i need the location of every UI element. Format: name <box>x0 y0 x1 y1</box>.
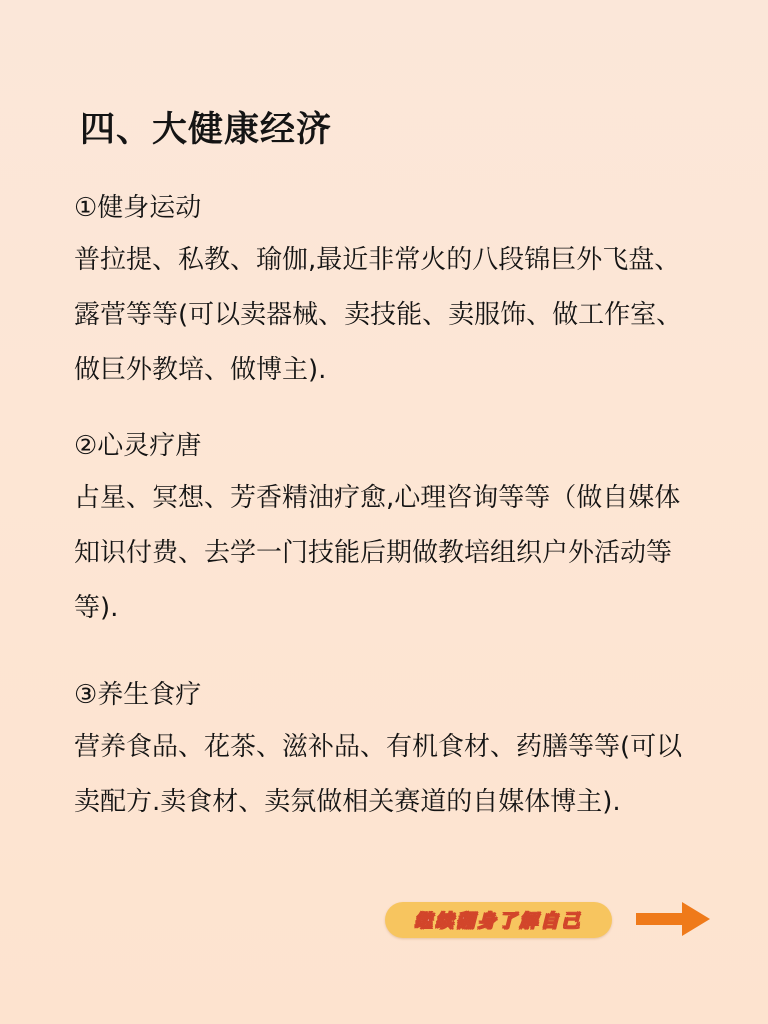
section-mind-healing <box>74 427 704 636</box>
section-body: 占星、冥想、芳香精油疗愈,心理咨询等等（做自媒体知识付费、去学一门技能后期做教培组织户外活动等等). <box>74 483 681 623</box>
page-title: 四、大健康经济 <box>80 110 333 150</box>
section-heading: ②心灵疗唐 <box>74 431 202 461</box>
section-body: 营养食品、花茶、滋补品、有机食材、药膳等等(可以卖配方.卖食材、卖氛做相关赛道的自媒体博主). <box>74 732 683 817</box>
section-fitness <box>74 189 704 398</box>
arrow-right-icon[interactable] <box>636 902 710 936</box>
section-body: 普拉提、私教、瑜伽,最近非常火的八段锦巨外飞盘、露菅等等(可以卖器械、卖技能、卖服饰、做工作室、做巨外教培、做博主). <box>74 245 683 385</box>
section-heading: ①健身运动 <box>74 193 202 223</box>
continue-button[interactable]: 继续翻身了解自己 <box>385 902 612 938</box>
section-diet-therapy <box>74 676 704 830</box>
section-heading: ③养生食疗 <box>74 680 202 710</box>
